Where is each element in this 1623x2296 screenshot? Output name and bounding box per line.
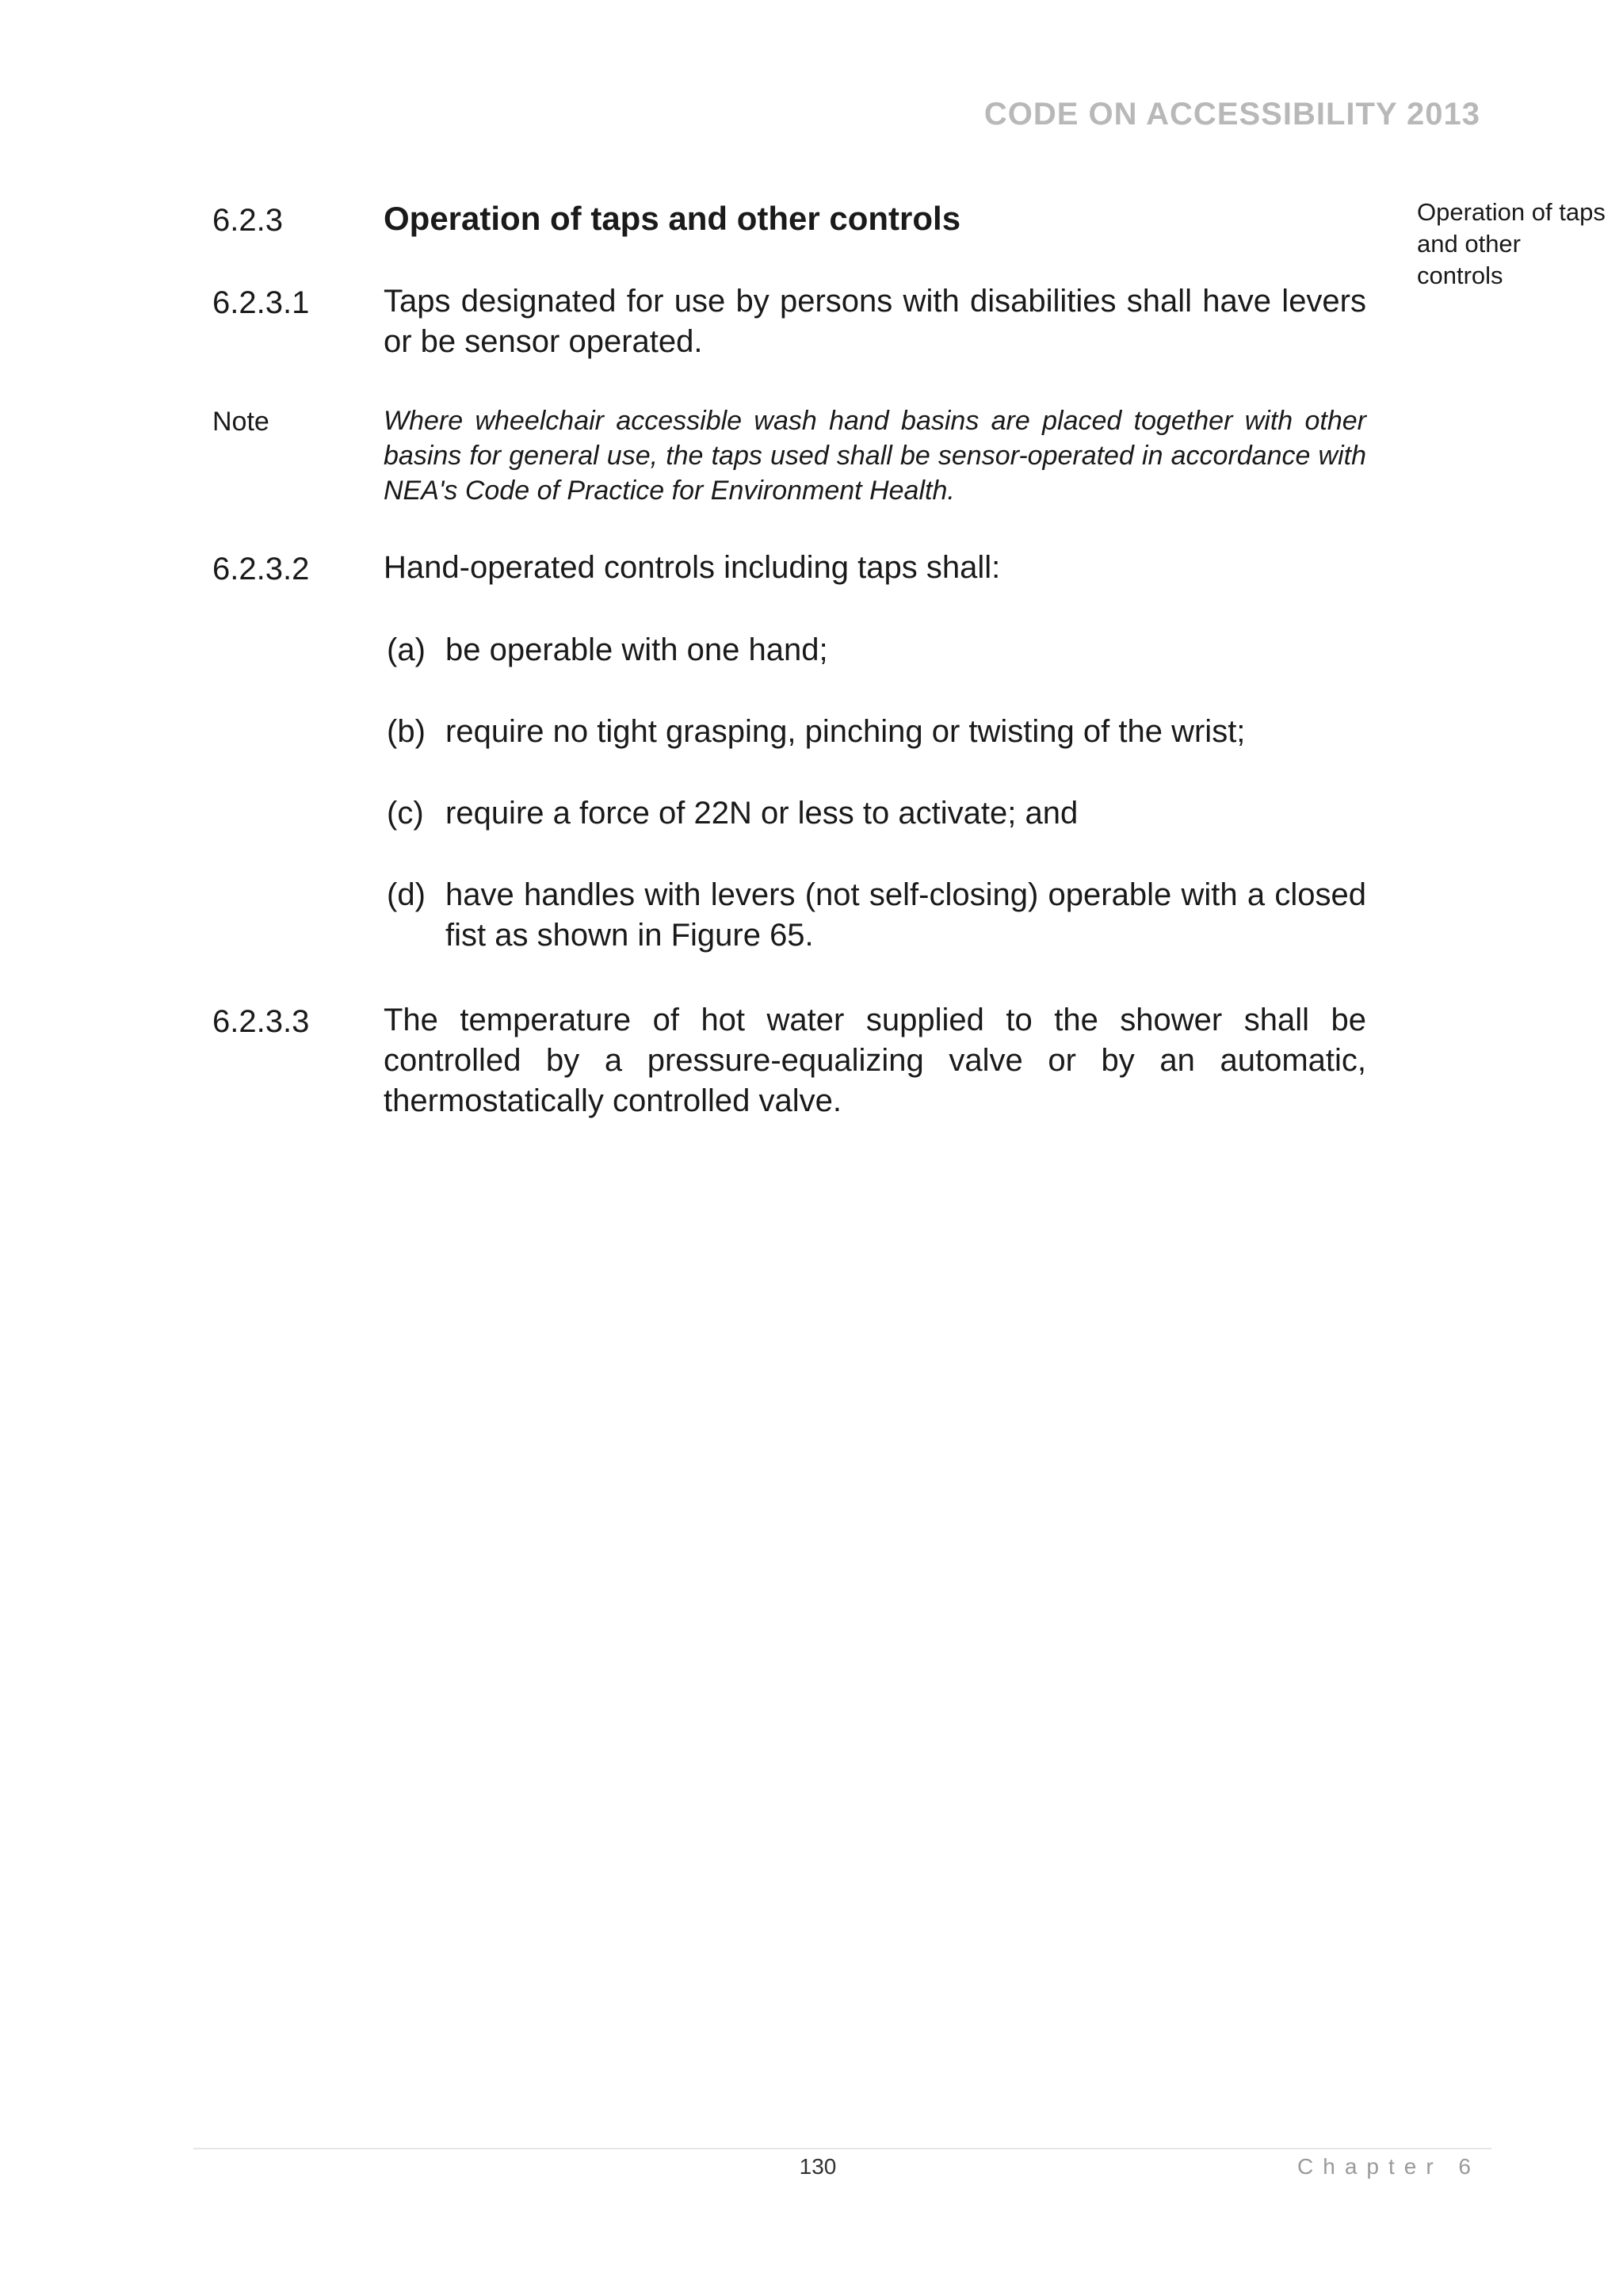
list-text: be operable with one hand;: [445, 632, 828, 667]
page-number: 130: [799, 2154, 837, 2179]
clause-number-6-2-3-3: 6.2.3.3: [212, 1004, 310, 1039]
section-number: 6.2.3: [212, 203, 283, 238]
list-item-b: [384, 712, 1366, 752]
list-marker: (a): [387, 632, 426, 667]
list-text: require a force of 22N or less to activate; and: [445, 796, 1079, 831]
section-title: Operation of taps and other controls: [384, 200, 961, 237]
note-label: Note: [212, 407, 269, 437]
list-text: have handles with levers (not self-closing) operable with a closed fist as shown in Figure 65.: [445, 877, 1366, 953]
clause-number-6-2-3-2: 6.2.3.2: [212, 552, 310, 586]
margin-note: Operation of taps and other controls: [1417, 198, 1606, 289]
chapter-label: Chapter 6: [1297, 2154, 1480, 2179]
clause-text-6-2-3-1: Taps designated for use by persons with disabilities shall have levers or be sensor operated.: [384, 284, 1366, 359]
list-item-a: [384, 630, 1366, 670]
clause-number-6-2-3-1: 6.2.3.1: [212, 285, 310, 320]
list-marker: (d): [387, 877, 426, 912]
list-item-d: [384, 875, 1366, 956]
list-item-c: [384, 793, 1366, 834]
running-header: CODE ON ACCESSIBILITY 2013: [983, 97, 1480, 132]
footer-rule: [193, 2148, 1491, 2149]
clause-text-6-2-3-2: Hand-operated controls including taps shall:: [384, 550, 1001, 585]
list-marker: (b): [387, 714, 426, 749]
clause-text-6-2-3-3: The temperature of hot water supplied to the shower shall be controlled by a pressure-equalizing valve or by an automatic, thermostatically controlled valve.: [384, 1003, 1366, 1118]
list-text: require no tight grasping, pinching or twisting of the wrist;: [445, 714, 1246, 749]
list-marker: (c): [387, 796, 424, 831]
note-text: Where wheelchair accessible wash hand basins are placed together with other basins for general use, the taps used shall be sensor-operated in accordance with NEA's Code of Practice for Environment Health.: [384, 406, 1366, 506]
